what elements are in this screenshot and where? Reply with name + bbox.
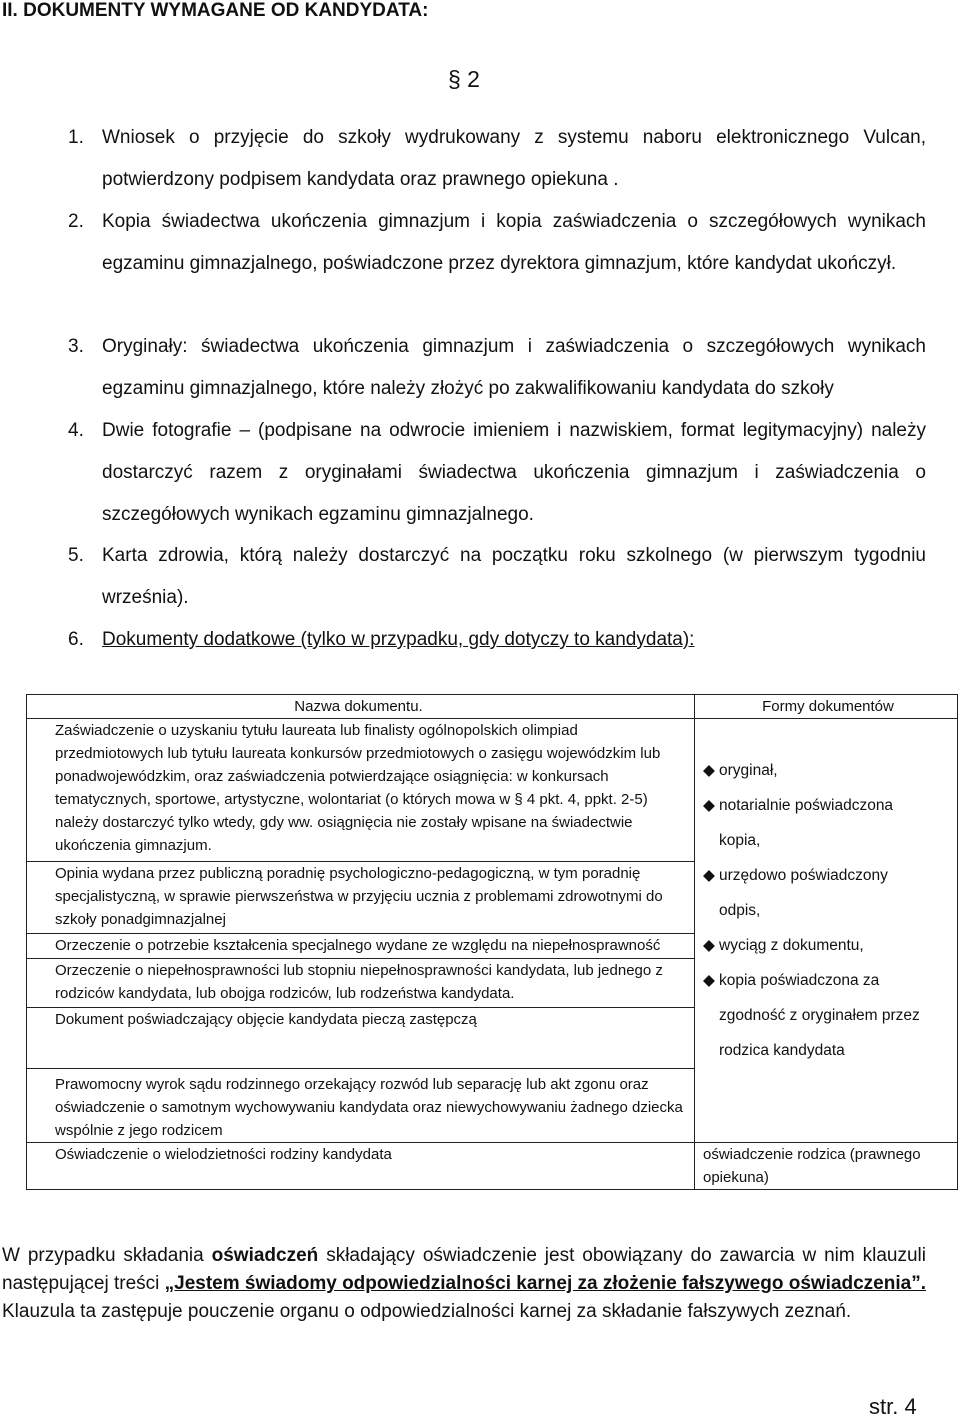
footer-clause: W przypadku składania oświadczeń składający oświadczenie jest obowiązany do zawarcia w nim klauzuli następującej treści „Jestem świadomy odpowiedzialności karnej za złożenie fałszywego oświadczenia”. Klauzula ta zastępuje pouczenie organu o odpowiedzialności karnej za składanie fałszywych zeznań.: [2, 1245, 926, 1322]
bullet-icon: ◆: [703, 762, 715, 779]
page-number: str. 4: [869, 1394, 917, 1419]
section-heading: II. DOKUMENTY WYMAGANE OD KANDYDATA:: [2, 0, 429, 21]
table-row: Oświadczenie o wielodzietności rodziny kandydata: [27, 1142, 695, 1189]
item-number: 6.: [68, 629, 84, 650]
bullet-icon: ◆: [703, 797, 715, 814]
table-row: Orzeczenie o potrzebie kształcenia specjalnego wydane ze względu na niepełnosprawność: [27, 934, 695, 959]
list-item: odpis,: [719, 902, 761, 919]
bullet-icon: ◆: [703, 937, 715, 954]
list-item: [68, 326, 926, 410]
item-text: Dwie fotografie – (podpisane na odwrocie imieniem i nazwiskiem, format legitymacyjny) należy dostarczyć razem z oryginałami świadectwa ukończenia gimnazjum i zaświadczenia o szczegółowych wynikach egzaminu gimnazjalnego.: [102, 420, 926, 525]
forms-cell-statement: oświadczenie rodzica (prawnego opiekuna): [695, 1142, 958, 1189]
table-header-name: Nazwa dokumentu.: [27, 695, 695, 719]
list-item: ◆ oryginał,: [703, 753, 953, 788]
item-number: 1.: [68, 127, 84, 148]
section-sign: § 2: [448, 66, 480, 92]
table-row: Dokument poświadczający objęcie kandydata pieczą zastępczą: [27, 1007, 695, 1068]
bullet-icon: ◆: [703, 972, 715, 989]
bullet-icon: ◆: [703, 867, 715, 884]
forms-list: [703, 753, 953, 1068]
list-item: ◆ wyciąg z dokumentu,: [703, 928, 953, 963]
item-number: 2.: [68, 211, 84, 232]
forms-cell-empty: [695, 1068, 958, 1142]
list-item: [68, 410, 926, 536]
list-item: ◆ kopia poświadczona za: [703, 963, 953, 998]
item-number: 3.: [68, 336, 84, 357]
list-item: ◆ notarialnie poświadczona: [703, 788, 953, 823]
list-item: [68, 117, 926, 201]
table-row: Orzeczenie o niepełnosprawności lub stopniu niepełnosprawności kandydata, lub jednego z rodziców kandydata, lub obojga rodziców, lub rodzeństwa kandydata.: [27, 959, 695, 1007]
list-item: kopia,: [719, 832, 761, 849]
item-text: Karta zdrowia, którą należy dostarczyć na początku roku szkolnego (w pierwszym tygodniu września).: [102, 545, 926, 608]
list-item: [68, 201, 926, 327]
item-text: Kopia świadectwa ukończenia gimnazjum i kopia zaświadczenia o szczegółowych wynikach egzaminu gimnazjalnego, poświadczone przez dyrektora gimnazjum, które kandydat ukończył.: [102, 211, 926, 274]
list-item: zgodność z oryginałem przez: [719, 1007, 920, 1024]
table-row: Zaświadczenie o uzyskaniu tytułu laureata lub finalisty ogólnopolskich olimpiad przedmiotowych lub tytułu laureata konkursów przedmiotowych o zasięgu wojewódzkim lub ponadwojewódzkim, oraz zaświadczenia potwierdzające osiągnięcia: w konkursach tematycznych, sportowe, artystyczne, wolontariat (o których mowa w § 4 pkt. 4, ppkt. 2-5) należy dostarczyć tylko wtedy, gdy ww. osiągnięcia nie zostały wpisane na świadectwie ukończenia gimnazjum.: [27, 719, 695, 862]
item-text: Dokumenty dodatkowe (tylko w przypadku, gdy dotyczy to kandydata):: [102, 629, 695, 650]
item-number: 5.: [68, 545, 84, 566]
item-text: Wniosek o przyjęcie do szkoły wydrukowany z systemu naboru elektronicznego Vulcan, potwierdzony podpisem kandydata oraz prawnego opiekuna .: [102, 127, 926, 190]
list-item: ◆ urzędowo poświadczony: [703, 858, 953, 893]
forms-cell: [695, 719, 958, 1069]
list-item: [68, 535, 926, 619]
table-row: Opinia wydana przez publiczną poradnię psychologiczno-pedagogiczną, w tym poradnię specjalistyczną, w sprawie pierwszeństwa w przyjęciu ucznia z problemami zdrowotnymi do szkoły ponadgimnazjalnej: [27, 862, 695, 934]
list-item: rodzica kandydata: [719, 1042, 845, 1059]
table-header-forms: Formy dokumentów: [695, 695, 958, 719]
item-text: Oryginały: świadectwa ukończenia gimnazjum i zaświadczenia o szczegółowych wynikach egzaminu gimnazjalnego, które należy złożyć po zakwalifikowaniu kandydata do szkoły: [102, 336, 926, 399]
list-item: [68, 619, 926, 661]
table-row: Prawomocny wyrok sądu rodzinnego orzekający rozwód lub separację lub akt zgonu oraz oświadczenie o samotnym wychowywaniu kandydata oraz niewychowywaniu żadnego dziecka wspólnie z jego rodzicem: [27, 1068, 695, 1142]
item-number: 4.: [68, 420, 84, 441]
documents-table: [26, 694, 958, 1190]
